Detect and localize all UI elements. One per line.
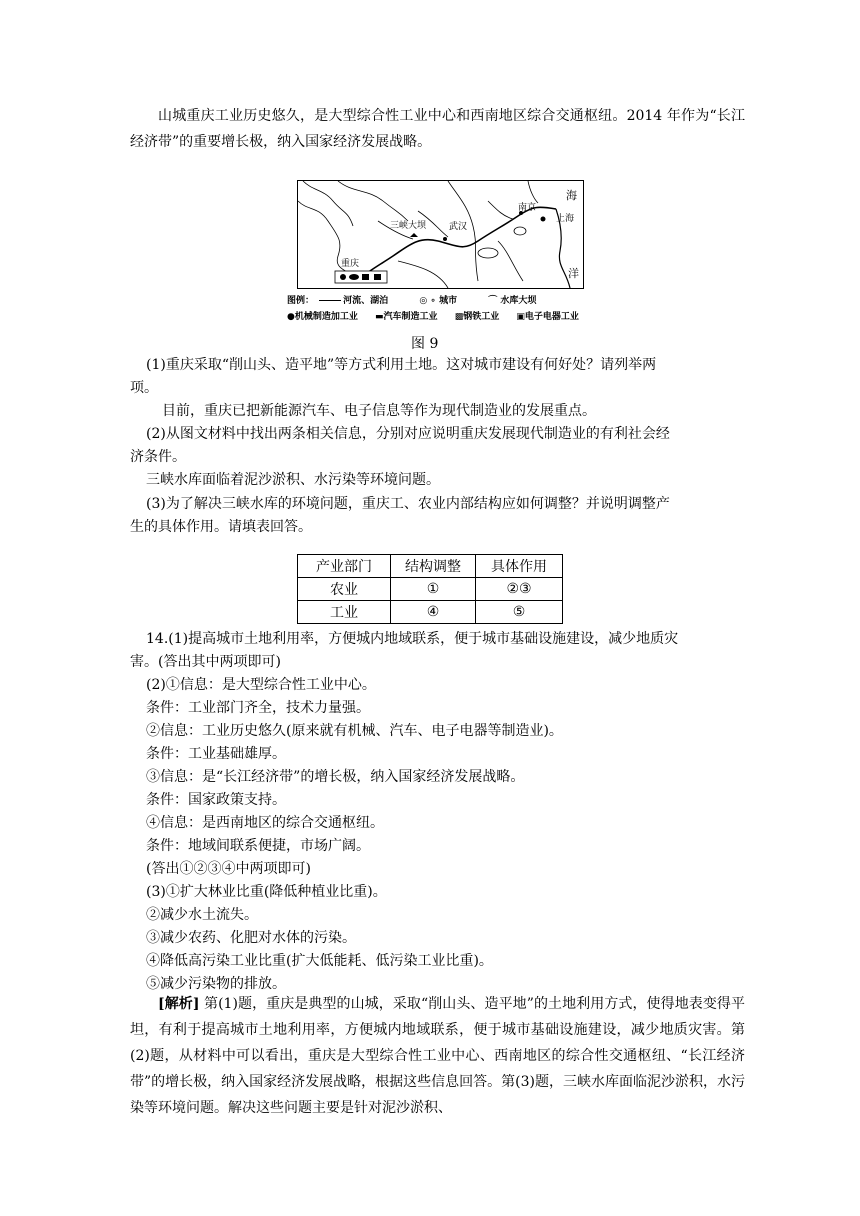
- answer-2-line: 条件：工业部门齐全，技术力量强。: [146, 700, 370, 716]
- info-paragraph-2: 三峡水库面临着泥沙淤积、水污染等环境问题。: [146, 472, 440, 488]
- table-header-cell: 结构调整: [391, 555, 476, 578]
- legend-electronics: 电子电器工业: [524, 312, 579, 322]
- figure-caption: 图 9: [411, 336, 439, 352]
- table-cell: ⑤: [476, 601, 563, 624]
- map-legend-line-2: [287, 309, 579, 322]
- question-2-line-1: (2)从图文材料中找出两条相关信息，分别对应说明重庆发展现代制造业的有利社会经: [146, 426, 670, 442]
- map-drawing: [298, 181, 583, 288]
- legend-title: 图例：: [287, 296, 315, 306]
- info-paragraph-1: 目前，重庆已把新能源汽车、电子信息等作为现代制造业的发展重点。: [162, 403, 596, 419]
- question-1-line-2: 项。: [130, 380, 158, 396]
- map-label-sea-bottom: 洋: [568, 267, 579, 280]
- answer-3-line: (3)①扩大林业比重(降低种植业比重)。: [146, 884, 387, 900]
- table-row: [298, 601, 563, 624]
- map-label-nanjing: 南京: [518, 203, 537, 213]
- map-label-wuhan: 武汉: [449, 222, 468, 232]
- map-label-shanghai: 上海: [556, 214, 575, 224]
- machinery-icon: ●: [287, 312, 295, 322]
- map-label-chongqing: 重庆: [341, 259, 360, 269]
- question-2-line-2: 济条件。: [130, 449, 186, 465]
- legend-auto: 汽车制造工业: [383, 312, 438, 322]
- answer-3-line: ⑤减少污染物的排放。: [146, 976, 286, 992]
- table-cell: ②③: [476, 578, 563, 601]
- answer-3-line: ③减少农药、化肥对水体的污染。: [146, 930, 356, 946]
- answer-1-line-1: 14.(1)提高城市土地利用率，方便城内地域联系，便于城市基础设施建设，减少地质灾: [146, 631, 679, 647]
- table-cell: ①: [391, 578, 476, 601]
- table-cell: 农业: [298, 578, 391, 601]
- dam-icon: ⌒: [488, 296, 501, 306]
- question-3-line-2: 生的具体作用。请填表回答。: [130, 519, 312, 535]
- answer-2-line: ③信息：是“长江经济带”的增长极，纳入国家经济发展战略。: [146, 769, 525, 785]
- analysis-label: [解析]: [158, 996, 200, 1012]
- table-cell: 工业: [298, 601, 391, 624]
- answer-1-line-2: 害。(答出其中两项即可): [130, 654, 281, 670]
- answer-2-line: 条件：工业基础雄厚。: [146, 746, 286, 762]
- answer-3-line: ④降低高污染工业比重(扩大低能耗、低污染工业比重)。: [146, 953, 493, 969]
- legend-dam: 水库大坝: [500, 296, 537, 306]
- analysis-text: 第(1)题，重庆是典型的山城，采取“削山头、造平地”的土地利用方式，使得地表变得平坦，有利于提高城市土地利用率，方便城内地域联系，便于城市基础设施建设，减少地质灾害。第(2)题，从材料中可以看出，重庆是大型综合性工业中心、西南地区的综合性交通枢纽、“长江经济带”的增长极，纳入国家经济发展战略，根据这些信息回答。第(3)题，三峡水库面临泥沙淤积，水污染等环境问题。解决这些问题主要是针对泥沙淤积、: [130, 996, 746, 1116]
- question-3-line-1: (3)为了解决三峡水库的环境问题，重庆工、农业内部结构应如何调整？并说明调整产: [146, 496, 670, 512]
- legend-machinery: 机械制造加工业: [294, 312, 358, 322]
- car-icon: ▬: [375, 312, 384, 322]
- analysis-paragraph: [130, 991, 745, 1121]
- map-label-sea-top: 海: [566, 189, 577, 202]
- table-cell: ④: [391, 601, 476, 624]
- answer-2-line: (答出①②③④中两项即可): [146, 861, 311, 877]
- table-header-row: [298, 555, 563, 578]
- yangtze-map: [297, 180, 584, 289]
- answer-table: [297, 554, 563, 624]
- legend-river: 河流、湖泊: [343, 296, 389, 306]
- map-legend-line-1: [287, 293, 536, 306]
- table-header-cell: 产业部门: [298, 555, 391, 578]
- river-icon: [319, 300, 341, 301]
- electronics-icon: ▣: [516, 312, 525, 322]
- city-icon: ◎ ∘: [419, 296, 440, 306]
- answer-2-line: 条件：地域间联系便捷，市场广阔。: [146, 838, 370, 854]
- question-1-line-1: (1)重庆采取“削山头、造平地”等方式利用土地。这对城市建设有何好处？请列举两: [146, 357, 657, 373]
- answer-3-line: ②减少水土流失。: [146, 907, 258, 923]
- answer-2-line: 条件：国家政策支持。: [146, 792, 286, 808]
- map-label-three-gorges: 三峡大坝: [390, 221, 427, 231]
- table-header-cell: 具体作用: [476, 555, 563, 578]
- answer-2-line: ②信息：工业历史悠久(原来就有机械、汽车、电子电器等制造业)。: [146, 723, 563, 739]
- legend-steel: 钢铁工业: [463, 312, 500, 322]
- intro-paragraph: 山城重庆工业历史悠久，是大型综合性工业中心和西南地区综合交通枢纽。2014 年作为“长江经济带”的重要增长极，纳入国家经济发展战略。: [130, 108, 745, 150]
- table-row: [298, 578, 563, 601]
- legend-city: 城市: [439, 296, 458, 306]
- answer-2-line: ④信息：是西南地区的综合交通枢纽。: [146, 815, 384, 831]
- steel-icon: ▩: [454, 312, 464, 322]
- answer-2-line: (2)①信息：是大型综合性工业中心。: [146, 677, 376, 693]
